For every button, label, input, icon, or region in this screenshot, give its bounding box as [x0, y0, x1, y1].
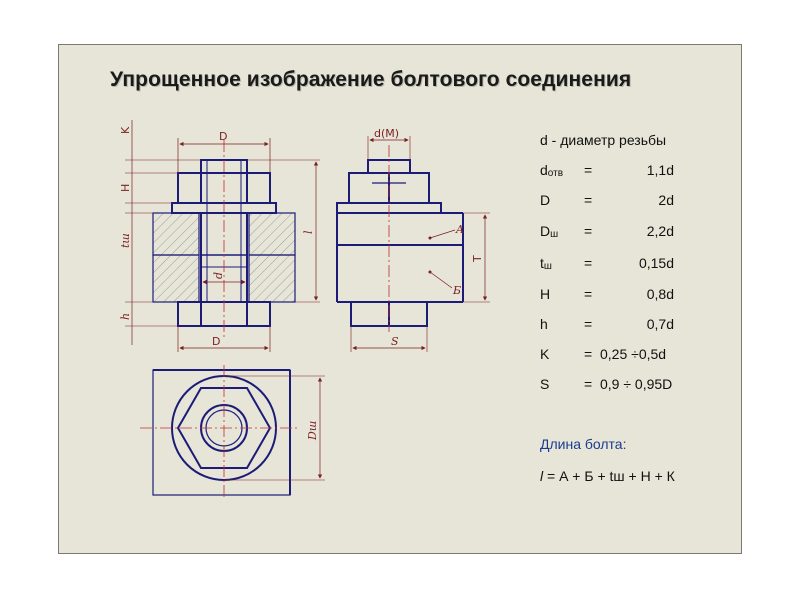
upper-plate-right	[249, 213, 295, 255]
dim-Dsh: Dш	[306, 420, 319, 440]
param-value: 0,25 ÷0,5d	[600, 346, 667, 362]
param-equals: =	[584, 192, 593, 208]
dim-d-small: d	[212, 271, 225, 279]
formula-l: l	[540, 468, 544, 484]
param-equals: =	[584, 162, 593, 178]
param-name: H	[540, 286, 551, 302]
dim-K: K	[119, 126, 132, 134]
dim-T: T	[471, 255, 484, 262]
param-row	[540, 316, 674, 332]
param-value: 2d	[658, 192, 674, 208]
plan-view	[140, 365, 325, 500]
param-row	[540, 162, 674, 178]
param-row	[540, 346, 666, 362]
side-view	[337, 127, 490, 352]
lower-plate-left	[153, 255, 199, 302]
front-view	[119, 120, 320, 352]
param-name: D	[540, 192, 551, 208]
param-value: 0,8d	[646, 286, 674, 302]
dim-h: h	[119, 312, 132, 320]
dim-dM: d(M)	[374, 127, 400, 140]
lower-plate-right	[249, 255, 295, 302]
upper-plate-left	[153, 213, 199, 255]
dim-l: l	[302, 230, 315, 234]
dim-tsh: tш	[119, 233, 132, 248]
param-equals: =	[584, 255, 593, 271]
param-row	[540, 132, 666, 148]
param-name: S	[540, 376, 550, 392]
param-name: $t_ш$	[540, 255, 552, 272]
param-name: K	[540, 346, 550, 362]
dim-D-bottom: D	[212, 335, 221, 348]
label-B: Б	[453, 284, 462, 297]
slide-title: Упрощенное изображение болтового соединения	[110, 68, 632, 91]
param-equals: =	[584, 223, 593, 239]
param-row	[540, 192, 674, 208]
param-name: $D_ш$	[540, 223, 559, 240]
bolt-length-formula	[540, 468, 675, 484]
param-name: $d_{отв}$	[540, 162, 564, 179]
param-row	[540, 255, 674, 271]
param-equals: =	[584, 316, 593, 332]
dim-D-top: D	[219, 130, 228, 143]
param-name: h	[540, 316, 548, 332]
bolt-length-heading: Длина болта:	[540, 436, 627, 452]
param-value: 0,7d	[646, 316, 674, 332]
param-value: 0,15d	[638, 255, 674, 271]
param-equals: =	[584, 346, 593, 362]
param-value: 1,1d	[646, 162, 674, 178]
dim-H: H	[119, 183, 132, 192]
param-value: 2,2d	[646, 223, 674, 239]
param-row	[540, 286, 674, 302]
param-value: 0,9 ÷ 0,95D	[600, 376, 673, 392]
dim-S: S	[391, 335, 399, 348]
param-equals: =	[584, 376, 593, 392]
param-description: d - диаметр резьбы	[540, 132, 667, 148]
label-A: A	[456, 223, 464, 236]
formula-rest: = А + Б + tш + Н + К	[543, 468, 675, 484]
param-row	[540, 376, 672, 392]
param-row	[540, 223, 674, 239]
param-equals: =	[584, 286, 593, 302]
